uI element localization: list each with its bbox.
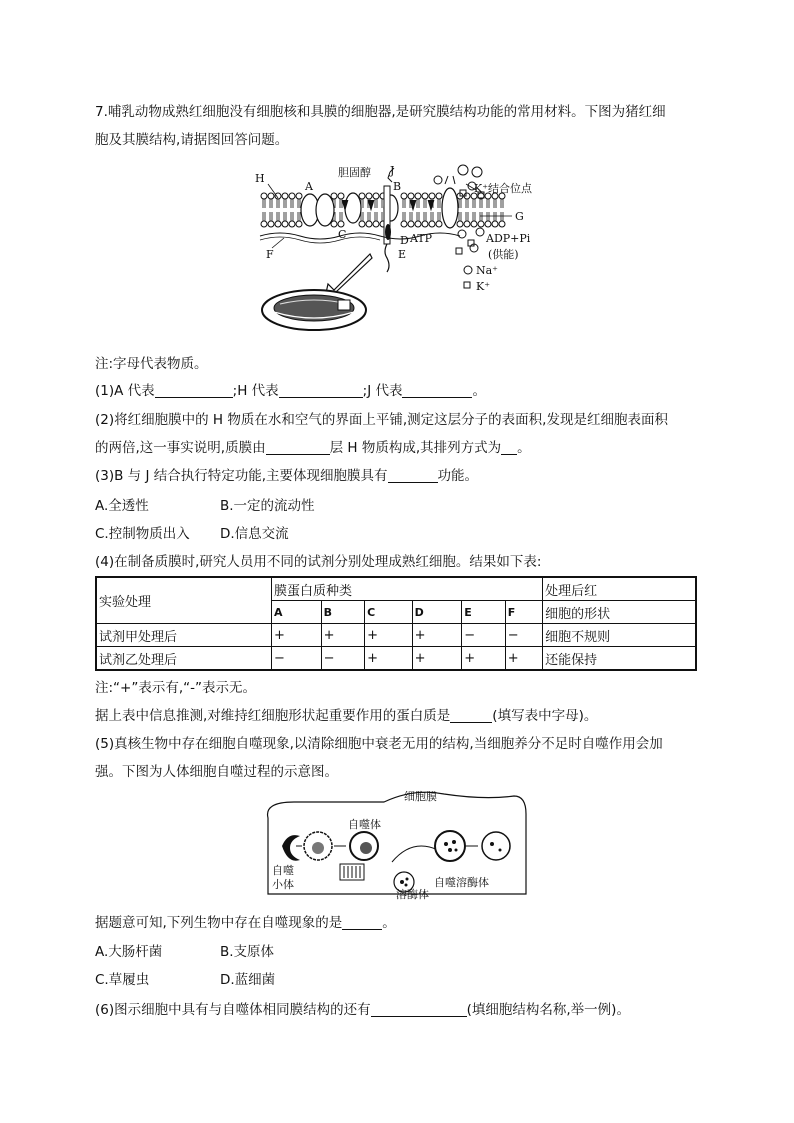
table-letter: D	[412, 601, 462, 624]
answer-blank-function[interactable]	[388, 468, 438, 483]
label-lysosome: 溶酶体	[396, 888, 429, 900]
label-adp: ADP+Pi	[486, 232, 531, 245]
label-b: B	[393, 180, 402, 193]
note-letters: 注:字母代表物质。	[95, 356, 208, 372]
question-intro-line1: 7.哺乳动物成熟红细胞没有细胞核和具膜的细胞器,是研究膜结构功能的常用材料。下图为猪红细	[95, 104, 666, 120]
label-autophagosome: 自噬体	[348, 818, 381, 831]
answer-blank-arrangement[interactable]	[501, 440, 517, 455]
answer-blank-a[interactable]	[155, 383, 233, 398]
label-k: K⁺	[476, 280, 491, 293]
option-5b[interactable]: B.支原体	[220, 944, 275, 960]
table-header-shape-2: 细胞的形状	[543, 601, 696, 624]
label-cholesterol: 胆固醇	[338, 166, 371, 179]
label-na: Na⁺	[476, 264, 498, 277]
label-small-2: 小体	[272, 878, 294, 891]
label-atp: ATP	[410, 232, 433, 245]
label-h: H	[255, 172, 265, 185]
experiment-table	[95, 576, 697, 671]
option-5c[interactable]: C.草履虫	[95, 972, 150, 988]
part1: (1)A 代表 ;H 代表 ;J 代表 。	[95, 383, 486, 399]
answer-blank-h[interactable]	[279, 383, 363, 398]
answer-blank-layers[interactable]	[266, 440, 330, 455]
option-5d[interactable]: D.蓝细菌	[220, 972, 276, 988]
label-small-1: 自噬	[272, 864, 294, 877]
part4-question: 据上表中信息推测,对维持红细胞形状起重要作用的蛋白质是 (填写表中字母)。	[95, 708, 598, 724]
option-5a[interactable]: A.大肠杆菌	[95, 944, 163, 960]
label-k-site: K⁺结合位点	[474, 182, 533, 195]
answer-blank-protein[interactable]	[450, 708, 492, 723]
table-row: 试剂乙处理后 − − + + + + 还能保持	[96, 647, 696, 671]
label-f: F	[266, 248, 274, 261]
part2-line2: 的两倍,这一事实说明,质膜由 层 H 物质构成,其排列方式为 。	[95, 440, 531, 456]
option-3d[interactable]: D.信息交流	[220, 526, 289, 542]
table-letter: C	[365, 601, 413, 624]
part6: (6)图示细胞中具有与自噬体相同膜结构的还有 (填细胞结构名称,举一例)。	[95, 1002, 630, 1018]
question-intro-line2: 胞及其膜结构,请据图回答问题。	[95, 132, 289, 148]
autophagy-figure	[264, 788, 528, 900]
table-header-proteins: 膜蛋白质种类	[272, 577, 543, 601]
option-3a[interactable]: A.全透性	[95, 498, 149, 514]
table-header-treatment: 实验处理	[96, 577, 272, 624]
label-a: A	[305, 180, 313, 193]
table-row: 试剂甲处理后 + + + + − − 细胞不规则	[96, 624, 696, 647]
label-autolysosome: 自噬溶酶体	[434, 876, 489, 889]
part2-line1: (2)将红细胞膜中的 H 物质在水和空气的界面上平铺,测定这层分子的表面积,发现是红细胞表面积	[95, 412, 668, 428]
label-cell-membrane: 细胞膜	[404, 790, 437, 803]
part3: (3)B 与 J 结合执行特定功能,主要体现细胞膜具有 功能。	[95, 468, 479, 484]
table-letter: A	[272, 601, 322, 624]
table-header-shape-1: 处理后红	[543, 577, 696, 601]
label-j: J	[390, 164, 395, 177]
option-3b[interactable]: B.一定的流动性	[220, 498, 315, 514]
table-letter: E	[462, 601, 506, 624]
label-supply: (供能)	[488, 248, 519, 261]
part5-line2: 强。下图为人体细胞自噬过程的示意图。	[95, 764, 338, 780]
note-symbols: 注:“+”表示有,“-”表示无。	[95, 680, 256, 696]
label-e: E	[398, 248, 407, 261]
answer-blank-j[interactable]	[402, 383, 472, 398]
table-letter: F	[505, 601, 542, 624]
table-letter: B	[321, 601, 365, 624]
answer-blank-structure[interactable]	[371, 1002, 467, 1017]
membrane-structure-figure	[250, 162, 560, 344]
label-g: G	[515, 210, 524, 223]
part5-question: 据题意可知,下列生物中存在自噬现象的是 。	[95, 915, 396, 931]
part5-line1: (5)真核生物中存在细胞自噬现象,以清除细胞中衰老无用的结构,当细胞养分不足时自噬作用会加	[95, 736, 663, 752]
option-3c[interactable]: C.控制物质出入	[95, 526, 190, 542]
answer-blank-organism[interactable]	[342, 915, 382, 930]
part4-intro: (4)在制备质膜时,研究人员用不同的试剂分别处理成熟红细胞。结果如下表:	[95, 554, 542, 570]
label-d: D	[400, 234, 409, 247]
label-c: C	[338, 228, 347, 241]
